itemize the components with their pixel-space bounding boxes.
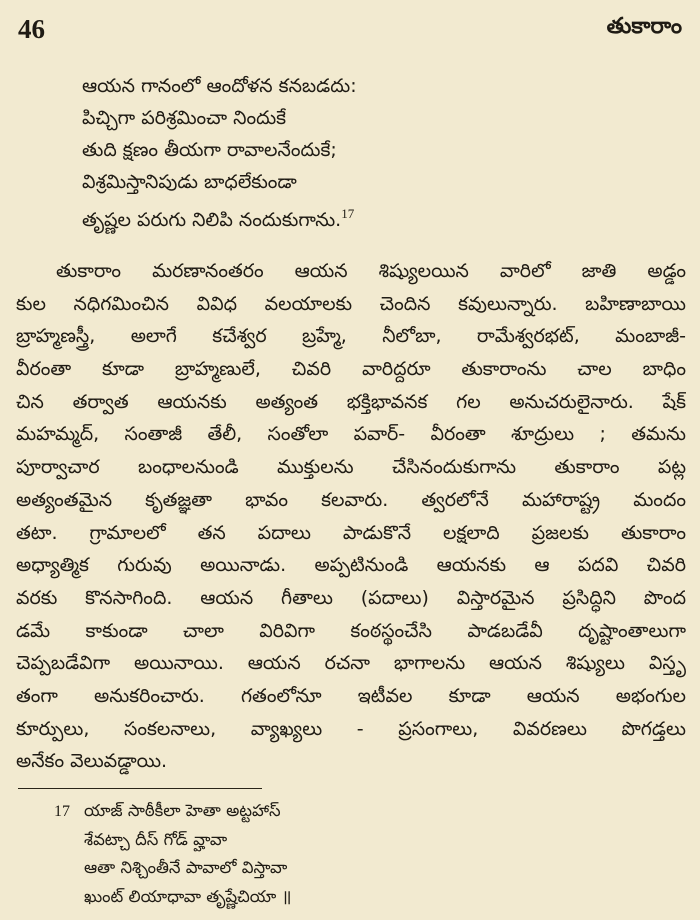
poem-line: ఆయన గానంలో ఆందోళన కనబడదు: [82, 75, 357, 97]
footnote-reference: 17 [341, 206, 355, 221]
poem-line: విశ్రమిస్తానిపుడు బాధలేకుండా [82, 171, 297, 193]
footnote-number: 17 [54, 803, 70, 820]
footnote-line [54, 797, 291, 826]
paragraph-line: అనేకం వెలువడ్డాయి. [16, 750, 168, 773]
poem-line: తుది క్షణం తీయగా రావాలనేందుకే; [82, 139, 337, 161]
paragraph-line: కూర్పులు, సంకలనాలు, వ్యాఖ్యలు - ప్రసంగాలు, వివరణలు పొగడ్తలు [16, 717, 686, 740]
footnote-line: ఆతా నిశ్చింతీనే పావాలో విస్తావా [84, 858, 288, 877]
footnote-text: యాజ్ సాఠీకీలా హెతా అట్టహాస్ [84, 801, 281, 820]
footnote-line: ఖుంట్ లియాధావా తృష్ణేచియా ॥ [84, 886, 292, 906]
poem-line: పిచ్చిగా పరిశ్రమించా నిందుకే [82, 107, 287, 129]
paragraph-line: బ్రాహ్మణస్త్రీ, అలాగే కచేశ్వర బ్రహ్మే, నీలోబా, రామేశ్వరభట్, మంబాజీ- [16, 325, 686, 348]
footnote-block [54, 797, 291, 911]
paragraph-line: డమే కాకుండా చాలా విరివిగా కంఠస్థంచేసి పాడబడేవీ దృష్టాంతాలుగా [16, 619, 686, 642]
poem-line-text: తృష్ణల పరుగు నిలిపి నందుకుగాను. [82, 209, 342, 231]
paragraph-line: మహమ్మద్, సంతాజీ తేలీ, సంతోలా పవార్- వీరంతా శూద్రులు ; తమను [16, 423, 686, 446]
body-paragraph [16, 255, 686, 778]
page-number: 46 [18, 14, 45, 44]
paragraph-line: పూర్వాచార బంధాలనుండి ముక్తులను చేసినందుకుగాను తుకారాం పట్ల [16, 456, 686, 479]
paragraph-line: తటా. గ్రామాలలో తన పదాలు పాడుకొనే లక్షలాది ప్రజలకు తుకారాం [16, 521, 686, 544]
paragraph-line: చిన తర్వాత ఆయనకు అత్యంత భక్తిభావనక గల అనుచరులైనారు. షేక్ [16, 390, 686, 413]
poem-line-last [82, 198, 357, 230]
paragraph-line: అత్యంతమైన కృతజ్ఞతా భావం కలవారు. త్వరలోనే మహారాష్ట్ర మందం [16, 488, 686, 511]
poem-block [82, 70, 357, 230]
paragraph-line: చెప్పబడేవిగా అయినాయి. ఆయన రచనా భాగాలను ఆయన శిష్యులు విస్తృ [16, 652, 686, 675]
paragraph-line: వీరంతా కూడా బ్రాహ్మణులే, చివరి వారిద్దరూ తుకారాంను చాల బాధిం [16, 358, 686, 381]
running-title: తుకారాం [606, 14, 682, 39]
paragraph-line: తుకారాం మరణానంతరం ఆయన శిష్యులయిన వారిలో జాతి అడ్డం [56, 260, 686, 282]
paragraph-line: కుల నధిగమించిన వివిధ వలయాలకు చెందిన కవులున్నారు. బహిణాబాయి [16, 292, 686, 315]
paragraph-line: అధ్యాత్మిక గురువు అయినాడు. అప్పటినుండి ఆయనకు ఆ పదవి చివరి [16, 554, 686, 577]
footnote-divider [18, 788, 262, 789]
paragraph-line: వరకు కొనసాగింది. ఆయన గీతాలు (పదాలు) విస్తారమైన ప్రసిద్ధిని పొంద [16, 586, 686, 609]
paragraph-line: తంగా అనుకరించారు. గతంలోనూ ఇటీవల కూడా ఆయన అభంగుల [16, 684, 686, 707]
footnote-line: శేవట్చా దీస్ గోడ్ వ్హావా [84, 829, 228, 849]
